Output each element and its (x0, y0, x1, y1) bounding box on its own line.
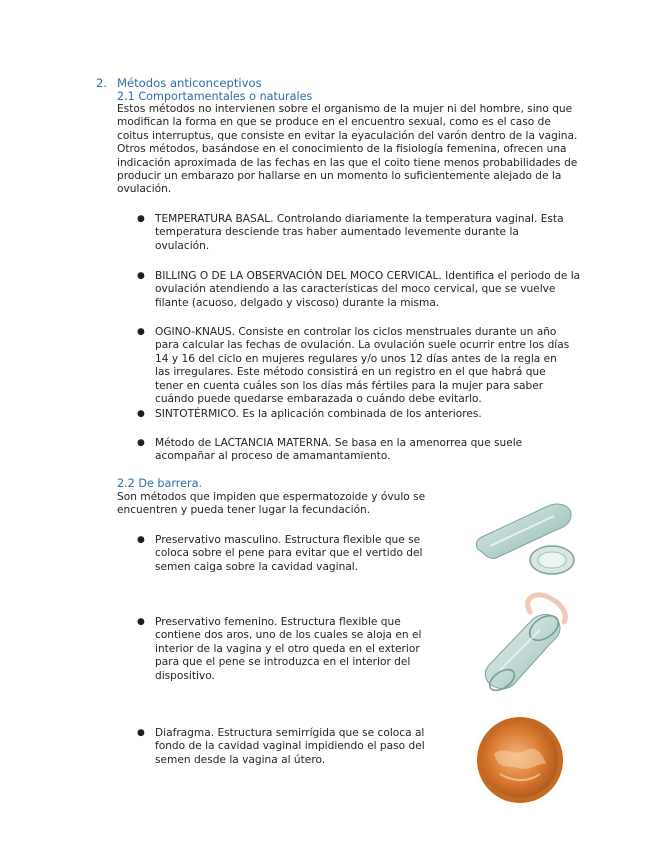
bullet-dot: ● (137, 728, 145, 738)
list-item (137, 616, 435, 683)
list-item-text: BILLING O DE LA OBSERVACIÓN DEL MOCO CERVICAL. Identifica el periodo de la ovulación atendiendo a las características del moco cervical, que se vuelve filante (acuoso, delgado y viscoso) durante la misma. (155, 270, 581, 309)
section-title: Métodos anticonceptivos (117, 76, 262, 90)
list-item (137, 437, 575, 464)
list-item (137, 408, 575, 421)
natural-heading: 2.1 Comportamentales o naturales (117, 90, 313, 103)
list-item-text: Preservativo femenino. Estructura flexible que contiene dos aros, uno de los cuales se aloja en el interior de la vagina y el otro queda en el exterior para que el pene se introduzca en el interior del dispositivo. (155, 616, 422, 682)
bullet-dot: ● (137, 409, 145, 419)
female-condom-image (470, 592, 582, 700)
list-item-text: Diafragma. Estructura semirrígida que se coloca al fondo de la cavidad vaginal impidiendo el paso del semen desde la vagina al útero. (155, 727, 425, 766)
bullet-dot: ● (137, 535, 145, 545)
bullet-dot: ● (137, 327, 145, 337)
list-item-text: SINTOTÉRMICO. Es la aplicación combinada de los anteriores. (155, 408, 482, 420)
bullet-dot: ● (137, 214, 145, 224)
list-item-text: Preservativo masculino. Estructura flexible que se coloca sobre el pene para evitar que el vertido del semen caiga sobre la cavidad vaginal. (155, 534, 423, 573)
bullet-dot: ● (137, 617, 145, 627)
list-item (137, 213, 567, 253)
barrier-intro: Son métodos que impiden que espermatozoide y óvulo se encuentren y pueda tener lugar la fecundación. (117, 491, 426, 517)
list-item (137, 270, 585, 310)
list-item-text: TEMPERATURA BASAL. Controlando diariamente la temperatura vaginal. Esta temperatura desciende tras haber aumentado levemente durante la ovulación. (155, 213, 564, 252)
natural-intro: Estos métodos no intervienen sobre el organismo de la mujer ni del hombre, sino que modifican la forma en que se produce en el encuentro sexual, como es el caso de coitus interruptus, que consiste en evitar la eyaculación del varón dentro de la vagina. Otros métodos, basándose en el conocimiento de la fisiología femenina, ofrecen una indicación aproximada de las fechas en las que el coito tiene menos probabilidades de producir un embarazo por hallarse en un momento lo suficientemente alejado de la ovulación. (117, 103, 578, 196)
list-item (137, 326, 575, 406)
list-item (137, 727, 445, 767)
male-condom-image (468, 500, 580, 580)
list-item-text: OGINO-KNAUS. Consiste en controlar los ciclos menstruales durante un año para calcular las fechas de ovulación. La ovulación suele ocurrir entre los días 14 y 16 del ciclo en mujeres regulares y/o unos 12 días antes de la regla en las irregulares. Este método consistirá en un registro en el que habrá que tener en cuenta cuáles son los días más fértiles para la mujer para saber cuándo puede quedarse embarazada o cuándo debe evitarlo. (155, 326, 570, 406)
diaphragm-image (474, 714, 566, 806)
bullet-dot: ● (137, 438, 145, 448)
list-item-text: Método de LACTANCIA MATERNA. Se basa en la amenorrea que suele acompañar al proceso de amamantamiento. (155, 437, 523, 463)
section-number: 2. (96, 76, 108, 90)
barrier-heading: 2.2 De barrera. (117, 477, 203, 490)
bullet-dot: ● (137, 271, 145, 281)
section-heading (96, 76, 262, 90)
list-item (137, 534, 440, 574)
